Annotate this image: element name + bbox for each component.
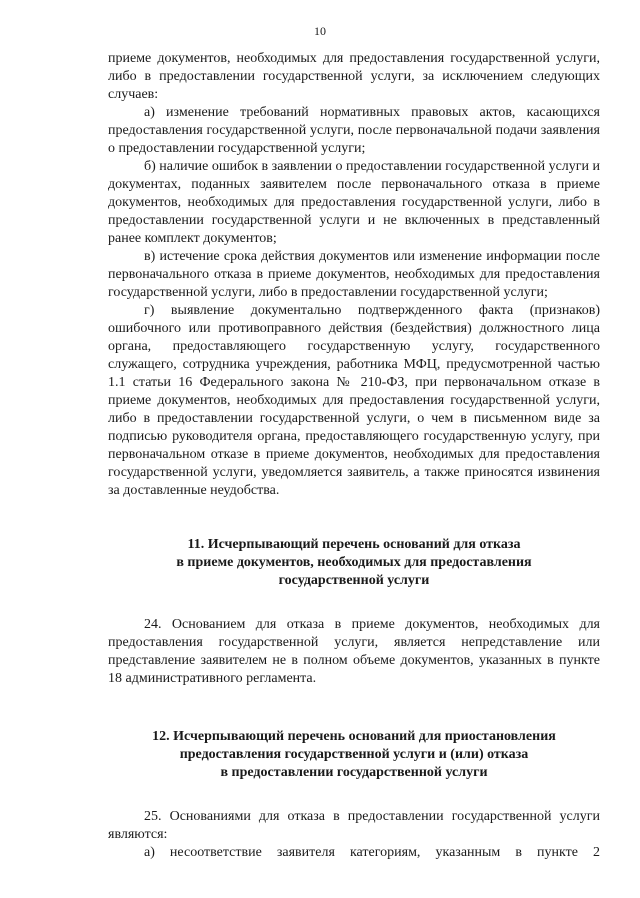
paragraph-24: 24. Основанием для отказа в приеме документов, необходимых для предоставления государственной услуги, является непредставление или представление заявителем не в полном объеме документов, указанных в пункте 18 административного регламента. bbox=[108, 617, 600, 686]
document-body bbox=[108, 50, 600, 862]
section-11-heading-line: в приеме документов, необходимых для предоставления bbox=[176, 555, 532, 570]
paragraph-item-b: б) наличие ошибок в заявлении о предоставлении государственной услуги и документах, поданных заявителем после первоначального отказа в приеме документов, необходимых для предоставления государственной услуги, либо в предоставлении государственной услуги и не включенных в представленный ранее комплект документов; bbox=[108, 159, 600, 246]
section-12-heading bbox=[108, 728, 600, 782]
section-12-heading-line: 12. Исчерпывающий перечень оснований для приостановления bbox=[152, 729, 556, 744]
paragraph-intro: приеме документов, необходимых для предоставления государственной услуги, либо в предоставлении государственной услуги, за исключением следующих случаев: bbox=[108, 51, 600, 102]
paragraph-item-a: а) изменение требований нормативных правовых актов, касающихся предоставления государственной услуги, после первоначальной подачи заявления о предоставлении государственной услуги; bbox=[108, 105, 600, 156]
section-11-heading-line: государственной услуги bbox=[278, 573, 430, 588]
section-12-heading-line: в предоставлении государственной услуги bbox=[220, 765, 488, 780]
section-11-heading-line: 11. Исчерпывающий перечень оснований для отказа bbox=[187, 537, 521, 552]
paragraph-25: 25. Основаниями для отказа в предоставлении государственной услуги являются: bbox=[108, 809, 600, 842]
section-12-heading-line: предоставления государственной услуги и (или) отказа bbox=[179, 747, 529, 762]
page-number: 10 bbox=[314, 24, 326, 38]
section-11-heading bbox=[108, 536, 600, 590]
paragraph-item-v: в) истечение срока действия документов или изменение информации после первоначального отказа в приеме документов, необходимых для предоставления государственной услуги, либо в предоставлении государственной услуги; bbox=[108, 249, 600, 300]
paragraph-item-g: г) выявление документально подтвержденного факта (признаков) ошибочного или противоправного действия (бездействия) должностного лица органа, предоставляющего государственную услугу, государственного служащего, сотрудника учреждения, работника МФЦ, предусмотренной частью 1.1 статьи 16 Федерального закона № 210-ФЗ, при первоначальном отказе в приеме документов, необходимых для предоставления государственной услуги, либо в предоставлении государственной услуги, о чем в письменном виде за подписью руководителя органа, предоставляющего государственную услугу, при первоначальном отказе в приеме документов, необходимых для предоставления государственной услуги, уведомляется заявитель, а также приносятся извинения за доставленные неудобства. bbox=[108, 303, 600, 498]
paragraph-25-item-a: а) несоответствие заявителя категориям, указанным в пункте 2 bbox=[144, 845, 600, 860]
